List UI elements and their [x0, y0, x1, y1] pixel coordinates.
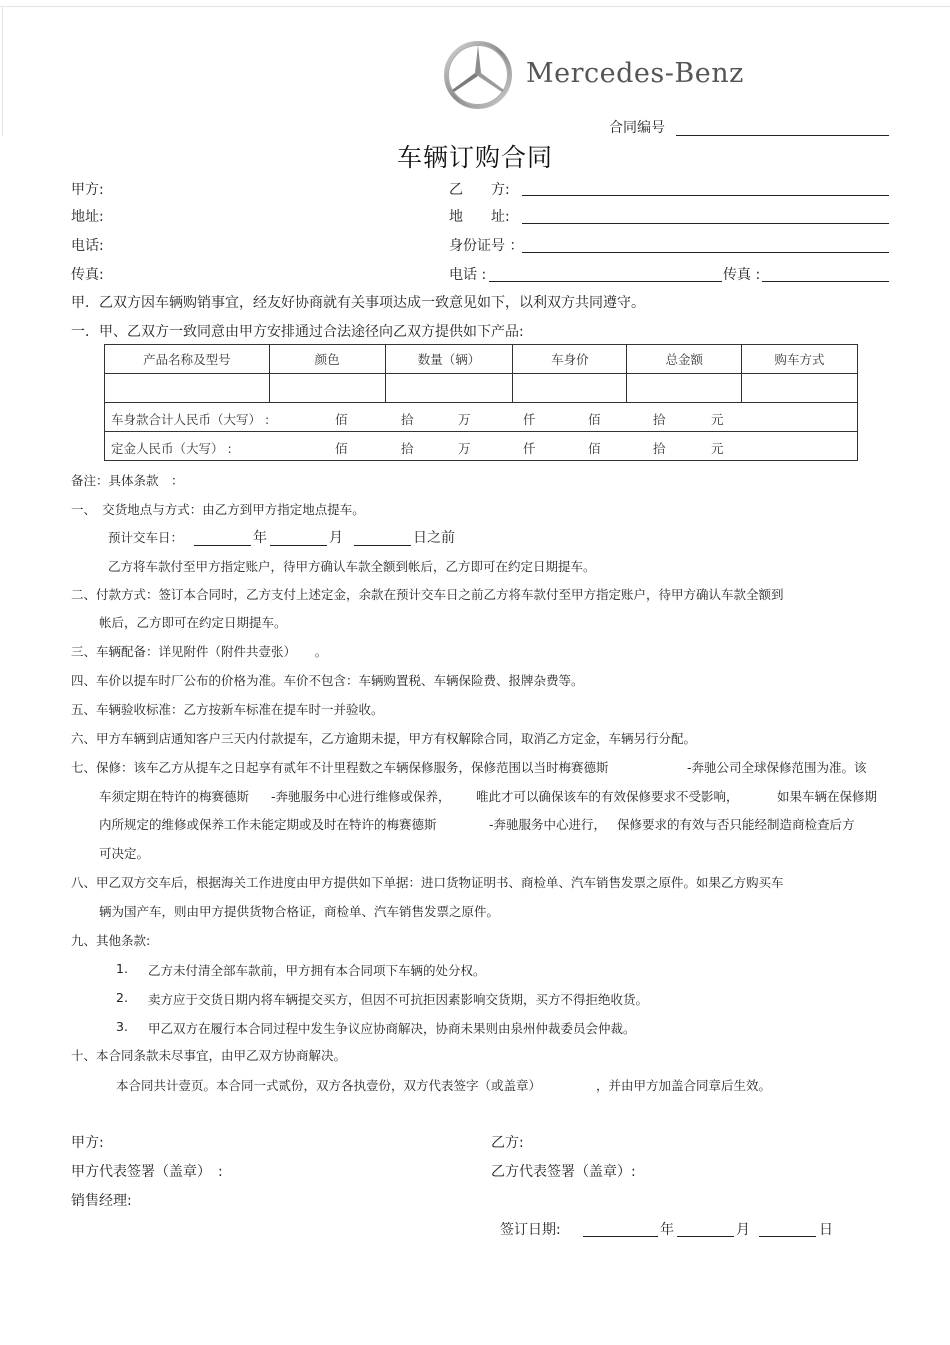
col-header-quantity: 数量（辆）	[385, 345, 513, 374]
list-item: 甲乙双方在履行本合同过程中发生争议应协商解决，协商未果则由泉州仲裁委员会仲裁。	[148, 1021, 636, 1036]
delivery-day-label: 日之前	[413, 530, 455, 546]
intro-text: 甲．乙双方因车辆购销事宜，经友好协商就有关事项达成一致意见如下，以利双方共同遵守。	[71, 295, 645, 311]
clause-4: 四、车价以提车时厂公布的价格为准。车价不包含：车辆购置税、车辆保险费、报牌杂费等。	[71, 673, 584, 688]
table-cell[interactable]	[269, 374, 385, 403]
sign-date-label: 签订日期:	[500, 1222, 561, 1238]
table-header-row	[105, 345, 858, 374]
clause-7-line-4: 可决定。	[99, 846, 150, 861]
delivery-year-label: 年	[253, 530, 267, 546]
clause-3: 三、车辆配备：详见附件（附件共壹张） 。	[71, 644, 328, 659]
unit-label: 拾	[653, 412, 666, 427]
party-b-id-line[interactable]	[522, 252, 889, 253]
deposit-cell[interactable]	[105, 432, 858, 461]
party-b-phone-line[interactable]	[489, 281, 722, 282]
clause-7-line-2a: 车须定期在特许的梅赛德斯	[99, 789, 250, 804]
product-table	[104, 344, 858, 461]
col-header-total: 总金额	[627, 345, 742, 374]
col-header-product: 产品名称及型号	[105, 345, 270, 374]
clause-7-line-2c: 唯此才可以确保该车的有效保修要求不受影响，	[476, 789, 739, 804]
clause-8-line-2: 辆为国产车，则由甲方提供货物合格证，商检单、汽车销售发票之原件。	[99, 904, 500, 919]
clause-7-line-1a: 七、保修：该车乙方从提车之日起享有贰年不计里程数之车辆保修服务，保修范围以当时梅赛德斯	[71, 760, 609, 775]
party-b-label: 乙 方:	[449, 182, 510, 198]
party-b-id-label: 身份证号 ：	[449, 238, 524, 254]
unit-label: 元	[711, 412, 724, 427]
unit-label: 佰	[588, 412, 601, 427]
brand-logo	[443, 40, 513, 114]
party-b-address-label: 地 址:	[449, 209, 510, 225]
clause-2-line-2: 帐后，乙方即可在约定日期提车。	[99, 615, 287, 630]
list-item-number: 2.	[116, 990, 128, 1005]
delivery-clause: 一、 交货地点与方式：由乙方到甲方指定地点提车。	[71, 502, 365, 517]
table-cell[interactable]	[513, 374, 627, 403]
sign-party-b-rep: 乙方代表签署（盖章）:	[491, 1164, 636, 1180]
page-left-border	[2, 6, 3, 136]
list-item: 卖方应于交货日期内将车辆提交买方，但因不可抗拒因素影响交货期，买方不得拒绝收货。	[148, 992, 649, 1007]
unit-label: 拾	[653, 441, 666, 456]
table-cell[interactable]	[742, 374, 858, 403]
sign-sales-manager: 销售经理:	[71, 1193, 132, 1209]
unit-label: 拾	[401, 412, 414, 427]
unit-label: 万	[458, 412, 471, 427]
clause-7-line-2b: -奔驰服务中心进行维修或保养，	[271, 789, 451, 804]
clause-7-line-3a: 内所规定的维修或保养工作未能定期或及时在特许的梅赛德斯	[99, 817, 437, 832]
sign-day-line[interactable]	[759, 1236, 816, 1237]
clause-7-line-2d: 如果车辆在保修期	[777, 789, 878, 804]
delivery-year-line[interactable]	[194, 545, 251, 546]
clause-7-line-3c: 保修要求的有效与否只能经制造商检查后方	[617, 817, 855, 832]
sign-party-a-rep: 甲方代表签署（盖章） :	[71, 1164, 223, 1180]
party-a-address-label: 地址:	[71, 209, 104, 225]
sign-year-label: 年	[660, 1222, 674, 1238]
total-amount-cell[interactable]	[105, 403, 858, 432]
table-cell[interactable]	[385, 374, 513, 403]
page-title: 车辆订购合同	[396, 143, 553, 172]
party-b-fax-line[interactable]	[762, 281, 889, 282]
party-a-phone-label: 电话:	[71, 238, 104, 254]
col-header-purchase-method: 购车方式	[742, 345, 858, 374]
sign-party-b: 乙方:	[491, 1135, 524, 1151]
list-item: 乙方未付清全部车款前，甲方拥有本合同项下车辆的处分权。	[148, 963, 486, 978]
delivery-note: 乙方将车款付至甲方指定账户，待甲方确认车款全额到帐后，乙方即可在约定日期提车。	[108, 559, 596, 574]
sign-month-label: 月	[736, 1222, 750, 1238]
party-b-address-line[interactable]	[522, 223, 889, 224]
contract-no-line[interactable]	[676, 135, 889, 136]
party-a-label: 甲方:	[71, 182, 104, 198]
col-header-body-price: 车身价	[513, 345, 627, 374]
closing-text-b: ，并由甲方加盖合同章后生效。	[596, 1078, 772, 1093]
deposit-row	[105, 432, 858, 461]
sign-party-a: 甲方:	[71, 1135, 104, 1151]
unit-label: 佰	[335, 441, 348, 456]
party-b-line[interactable]	[522, 195, 889, 196]
total-amount-label: 车身款合计人民币（大写） :	[111, 412, 270, 427]
delivery-day-line[interactable]	[354, 545, 411, 546]
unit-label: 仟	[523, 441, 536, 456]
total-amount-row	[105, 403, 858, 432]
party-b-phone-label: 电话 :	[449, 267, 487, 283]
clause-2-line-1: 二、付款方式：签订本合同时，乙方支付上述定金，余款在预计交车日之前乙方将车款付至甲方指定账户，待甲方确认车款全额到	[71, 587, 784, 602]
unit-label: 佰	[335, 412, 348, 427]
delivery-date-label: 预计交车日：	[108, 530, 184, 545]
list-item-number: 3.	[116, 1019, 128, 1034]
col-header-color: 颜色	[269, 345, 385, 374]
sign-day-label: 日	[819, 1222, 833, 1238]
clause-6: 六、甲方车辆到店通知客户三天内付款提车，乙方逾期未提，甲方有权解除合同，取消乙方定金，车辆另行分配。	[71, 731, 697, 746]
unit-label: 万	[458, 441, 471, 456]
party-a-fax-label: 传真:	[71, 267, 104, 283]
table-cell[interactable]	[627, 374, 742, 403]
remark-label: 备注：具体条款 ：	[71, 473, 184, 488]
list-item-number: 1.	[116, 961, 128, 976]
deposit-label: 定金人民币（大写） :	[111, 441, 232, 456]
clause-10: 十、本合同条款未尽事宜，由甲乙双方协商解决。	[71, 1048, 347, 1063]
table-cell[interactable]	[105, 374, 270, 403]
clause-8-line-1: 八、甲乙双方交车后，根据海关工作进度由甲方提供如下单据：进口货物证明书、商检单、汽车销售发票之原件。如果乙方购买车	[71, 875, 784, 890]
unit-label: 拾	[401, 441, 414, 456]
clause-1: 一．甲、乙双方一致同意由甲方安排通过合法途径向乙双方提供如下产品:	[71, 324, 524, 340]
sign-year-line[interactable]	[583, 1236, 658, 1237]
clause-7-line-1b: -奔驰公司全球保修范围为准。该	[687, 760, 867, 775]
delivery-month-line[interactable]	[270, 545, 327, 546]
clause-5: 五、车辆验收标准：乙方按新车标准在提车时一并验收。	[71, 702, 384, 717]
unit-label: 佰	[588, 441, 601, 456]
clause-9: 九、其他条款:	[71, 933, 151, 948]
page-top-border	[0, 6, 950, 7]
three-pointed-star-icon	[443, 40, 513, 110]
clause-7-line-3b: -奔驰服务中心进行，	[489, 817, 607, 832]
delivery-month-label: 月	[329, 530, 343, 546]
brand-name: Mercedes-Benz	[526, 58, 744, 89]
closing-text-a: 本合同共计壹页。本合同一式贰份，双方各执壹份，双方代表签字（或盖章）	[116, 1078, 542, 1093]
contract-no-label: 合同编号	[609, 120, 665, 136]
unit-label: 仟	[523, 412, 536, 427]
table-row	[105, 374, 858, 403]
party-b-fax-label: 传真 :	[723, 267, 761, 283]
unit-label: 元	[711, 441, 724, 456]
sign-month-line[interactable]	[677, 1236, 734, 1237]
